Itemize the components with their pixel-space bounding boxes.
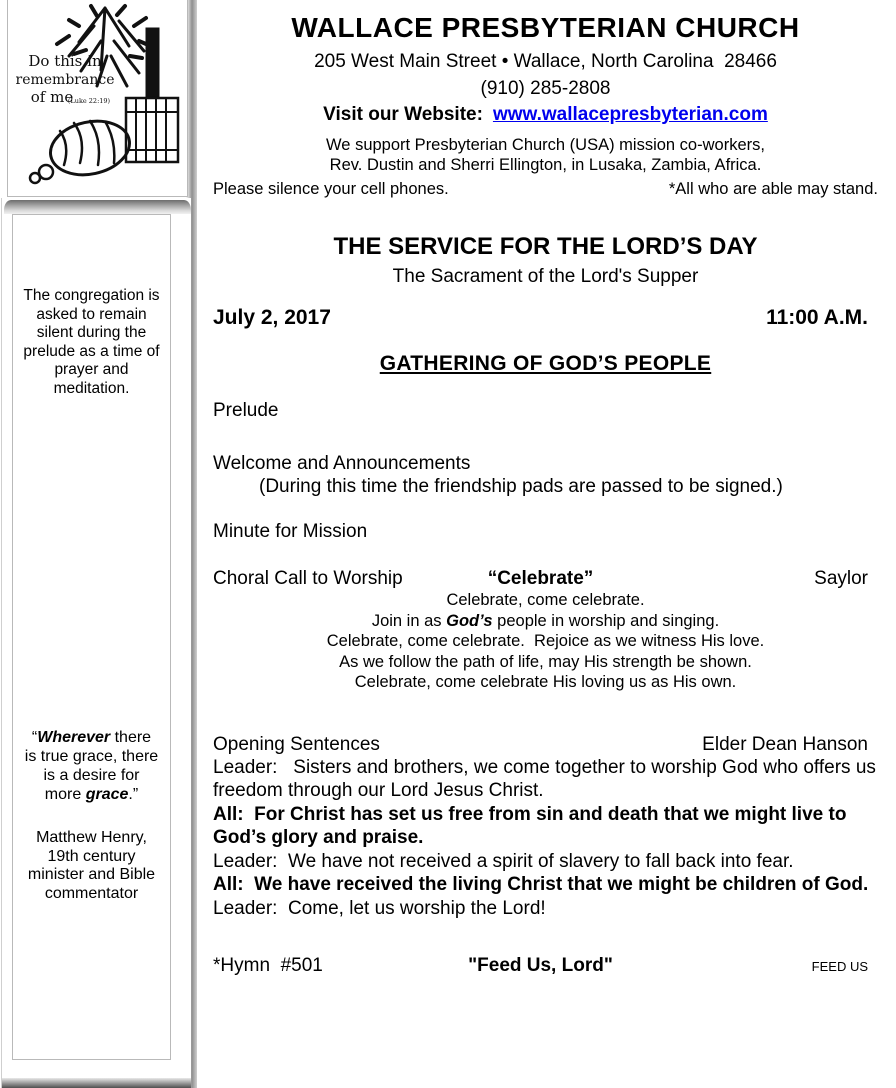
opening-sentences-label: Opening Sentences xyxy=(213,733,380,755)
service-date: July 2, 2017 xyxy=(213,306,331,329)
clipart-caption-ref: (Luke 22:19) xyxy=(67,97,111,105)
lyric-line: Celebrate, come celebrate. Rejoice as we witness His love. xyxy=(326,632,765,650)
mission-line1: We support Presbyterian Church (USA) mission co-workers, xyxy=(326,136,765,154)
sidebar-note-container xyxy=(1,198,191,1088)
bulletin-main xyxy=(213,0,882,978)
hymn-row xyxy=(213,954,878,978)
quote-open-mark: “ xyxy=(31,729,38,746)
order-item-welcome: Welcome and Announcements xyxy=(213,453,471,474)
sidebar-top-shadow xyxy=(4,200,191,214)
lyric-line: Celebrate, come celebrate. xyxy=(446,591,645,609)
date-time-row xyxy=(213,305,878,331)
leader-line: Leader: Come, let us worship the Lord! xyxy=(213,897,546,919)
church-address: 205 West Main Street • Wallace, North Carolina 28466 xyxy=(314,51,777,72)
communion-clipart xyxy=(8,0,187,196)
quote-close-mark: .” xyxy=(128,786,139,803)
choral-call-row xyxy=(213,567,878,590)
standing-note: *All who are able may stand. xyxy=(668,180,878,198)
opening-sentences-row xyxy=(213,733,878,756)
communion-clipart-box xyxy=(7,0,188,197)
left-sidebar xyxy=(0,0,197,1088)
choral-call-label: Choral Call to Worship xyxy=(213,568,403,589)
church-phone: (910) 285-2808 xyxy=(480,78,611,99)
anthem-lyrics xyxy=(213,590,878,693)
section-heading: GATHERING OF GOD’S PEOPLE xyxy=(379,352,712,375)
silence-phones-note: Please silence your cell phones. xyxy=(213,180,449,198)
etiquette-row xyxy=(213,179,878,199)
responsive-reading xyxy=(213,756,882,921)
clipart-caption-line3: of me xyxy=(30,88,74,106)
service-title: THE SERVICE FOR THE LORD’S DAY xyxy=(333,233,758,260)
website-link[interactable]: www.wallacepresbyterian.com xyxy=(492,104,768,125)
all-line: All: For Christ has set us free from sin and death that we might live to God’s glory and praise. xyxy=(213,803,852,848)
lyric-emphasis: God’s xyxy=(446,611,493,630)
sidebar-note-box xyxy=(12,214,171,1060)
hymn-tune-name: FEED US xyxy=(811,959,868,974)
quote-middle-text: there is true grace, there is a desire for more xyxy=(24,729,159,803)
quote-emphasis-word: grace xyxy=(85,786,129,803)
lyric-line xyxy=(213,611,878,632)
order-item-prelude: Prelude xyxy=(213,400,279,421)
leader-line: Leader: We have not received a spirit of slavery to fall back into fear. xyxy=(213,850,794,872)
mission-line2: Rev. Dustin and Sherri Ellington, in Lusaka, Zambia, Africa. xyxy=(329,156,762,174)
mission-statement xyxy=(213,135,878,175)
welcome-note: (During this time the friendship pads are passed to be signed.) xyxy=(259,476,783,497)
sidebar-quote xyxy=(25,728,159,804)
clipart-caption-line2: remembrance xyxy=(15,72,115,88)
anthem-composer: Saylor xyxy=(814,568,868,589)
anthem-title: “Celebrate” xyxy=(487,568,594,589)
lyric-line: As we follow the path of life, may His strength be shown. xyxy=(339,652,752,671)
website-label: Visit our Website: xyxy=(323,104,483,125)
congregation-silence-note: The congregation is asked to remain silent during the prelude as a time of prayer and meditation. xyxy=(23,287,160,397)
sidebar-bottom-shadow xyxy=(2,1078,191,1088)
service-subtitle: The Sacrament of the Lord's Supper xyxy=(392,266,699,287)
service-time: 11:00 A.M. xyxy=(766,306,868,329)
order-item-minute-for-mission: Minute for Mission xyxy=(213,521,368,542)
website-row xyxy=(213,103,878,127)
hymn-title: "Feed Us, Lord" xyxy=(468,955,613,976)
all-line: All: We have received the living Christ that we might be children of God. xyxy=(213,874,869,895)
quote-attribution: Matthew Henry, 19th century minister and Bible commentator xyxy=(27,829,156,902)
hymn-label: *Hymn #501 xyxy=(213,955,323,976)
lyric-segment: Join in as xyxy=(371,611,447,630)
lyric-segment: people in worship and singing. xyxy=(492,611,720,630)
church-name: WALLACE PRESBYTERIAN CHURCH xyxy=(291,12,800,43)
clipart-caption-line1: Do this in xyxy=(28,52,102,70)
quote-emphasis-word: Wherever xyxy=(37,729,111,746)
opening-leader-name: Elder Dean Hanson xyxy=(702,733,868,755)
leader-line: Leader: Sisters and brothers, we come together to worship God who offers us freedom through our Lord Jesus Christ. xyxy=(213,756,882,801)
lyric-line: Celebrate, come celebrate His loving us as His own. xyxy=(354,673,737,691)
